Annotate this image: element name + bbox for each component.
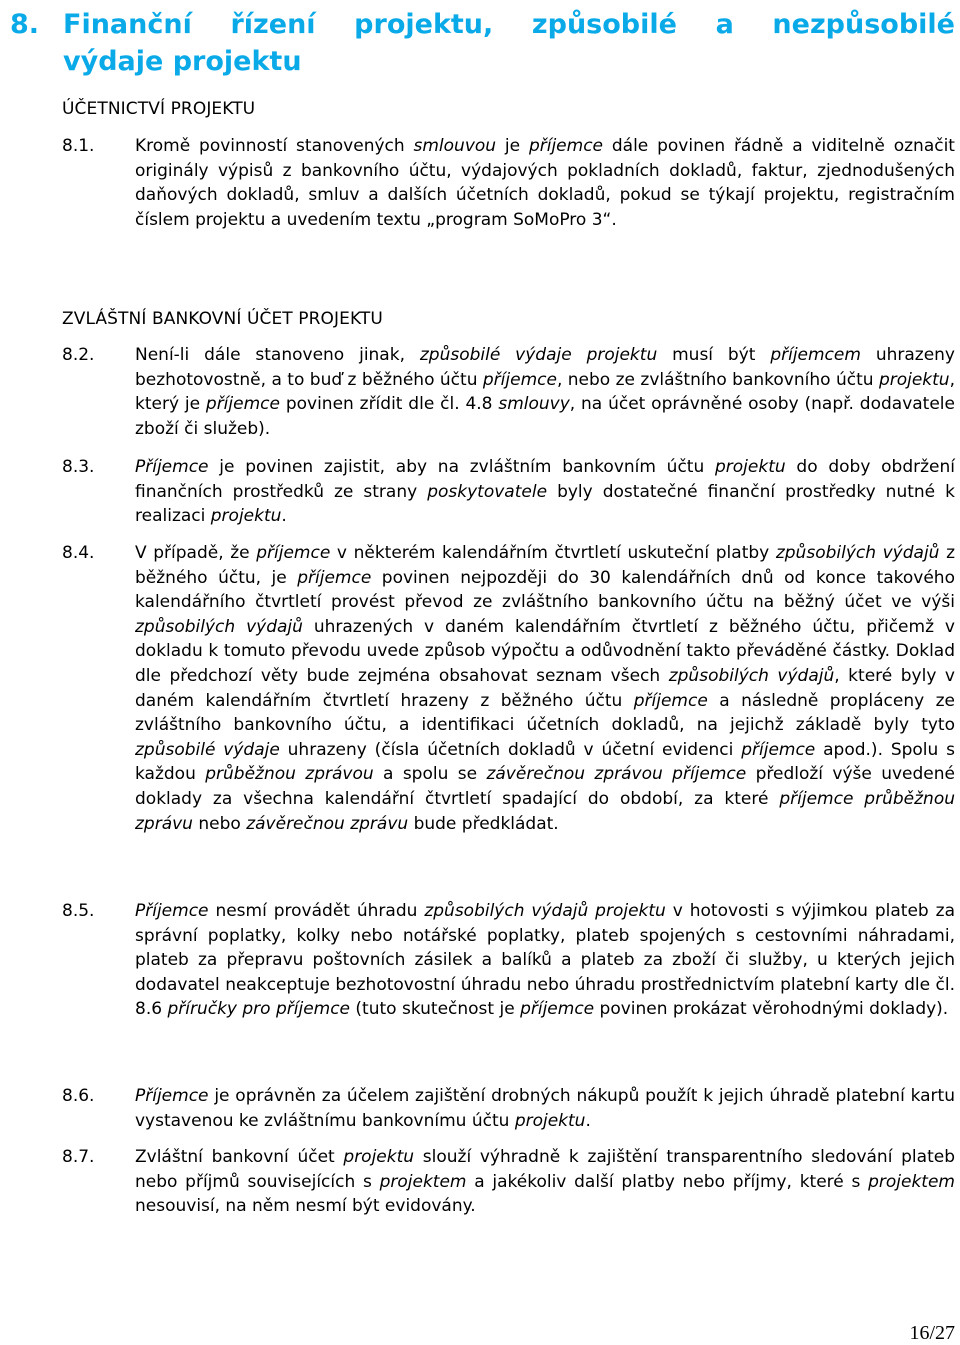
paragraph-8-7 (62, 1145, 955, 1219)
italic-term: příjemce (528, 136, 604, 156)
italic-term: způsobilých výdajů (135, 616, 303, 637)
text-run: apod.). Spolu s každou (135, 739, 956, 785)
text-run: musí být (657, 345, 771, 365)
text-run: nebo (192, 813, 247, 834)
paragraph-text (135, 455, 955, 529)
italic-term: projektu (878, 369, 950, 390)
paragraph-text (135, 1145, 955, 1219)
italic-term: způsobilých výdajů projektu (424, 901, 666, 921)
italic-term: příjemce (633, 690, 708, 711)
paragraph-number: 8.1. (62, 136, 95, 156)
italic-term: příjemce (297, 567, 372, 588)
italic-term: poskytovatele (427, 481, 548, 502)
text-run: uhrazených v daném kalendářním čtvrtletí z běžného účtu, přičemž v dokladu k tomuto převodu uvede způsob výpočtu a odůvodnění takto převáděné částky. Doklad dle předchozí věty bude zejména obsahovat seznam všech (135, 616, 955, 686)
italic-term: projektem (379, 1171, 467, 1192)
text-run: , nebo ze zvláštního bankovního účtu (556, 369, 879, 390)
paragraph-text (135, 343, 955, 441)
text-run: V případě, že (135, 543, 257, 563)
page-number: 16/27 (909, 1322, 955, 1344)
italic-term: projektu (514, 1110, 586, 1131)
paragraph-8-5 (62, 899, 955, 1022)
italic-term: příjemce (741, 739, 816, 760)
italic-term: způsobilých výdajů (668, 665, 835, 686)
section-title-accounting: ÚČETNICTVÍ PROJEKTU (62, 99, 256, 119)
text-run: , na účet oprávněné osoby (např. dodavatele zboží či služeb). (135, 394, 955, 439)
text-run: v hotovosti s výjimkou plateb za správní poplatky, kolky nebo notářské poplatky, plateb spojených s cestovními náhradami, plateb za přepravu poštovních zásilek a balíků a plateb za zboží či služby, u kterých jejich dodavatel neakceptuje bezhotovostní úhradu nebo úhradu prostřednictvím platební karty dle čl. 8.6 (135, 901, 955, 1020)
italic-term: závěrečnou zprávou příjemce (486, 764, 747, 785)
text-run: v některém kalendářním čtvrtletí uskuteční platby (330, 543, 776, 563)
italic-term: Příjemce (135, 457, 209, 477)
italic-term: průběžnou zprávou (205, 764, 374, 785)
italic-term: příjemce (520, 999, 595, 1020)
paragraph-number: 8.6. (62, 1086, 95, 1106)
italic-term: příručky pro příjemce (167, 999, 351, 1020)
chapter-number: 8. (10, 9, 40, 40)
text-run: do doby obdržení finančních prostředků ze strany (135, 457, 955, 502)
text-run: a spolu se (373, 764, 487, 785)
text-run: a jakékoliv další platby nebo příjmy, které s (466, 1171, 869, 1192)
text-run: nesouvisí, na něm nesmí být evidovány. (135, 1196, 476, 1217)
section-title-bank-account: ZVLÁŠTNÍ BANKOVNÍ ÚČET PROJEKTU (62, 309, 383, 329)
text-run: povinen prokázat věrohodnými doklady). (594, 999, 949, 1020)
italic-term: způsobilé výdaje projektu (419, 345, 658, 365)
text-run: je povinen zajistit, aby na zvláštním bankovním účtu (208, 457, 715, 477)
text-run: z běžného účtu, je (135, 543, 956, 588)
text-run: předloží výše uvedené doklady za všechna kalendářní čtvrtletí spadající do období, za které (135, 764, 955, 809)
italic-term: způsobilé výdaje (135, 739, 280, 760)
paragraph-8-4 (62, 541, 955, 836)
italic-term: smlouvy (498, 394, 570, 415)
italic-term: Příjemce (135, 1086, 209, 1106)
paragraph-text (135, 541, 955, 836)
text-run: Zvláštní bankovní účet (135, 1147, 344, 1167)
italic-term: příjemcem (770, 345, 861, 365)
text-run: bude předkládat. (408, 813, 559, 834)
paragraph-number: 8.4. (62, 543, 95, 563)
text-run: nesmí provádět úhradu (208, 901, 425, 921)
text-run: povinen zřídit dle čl. 4.8 (279, 394, 499, 415)
paragraph-8-3 (62, 455, 955, 529)
paragraph-text (135, 899, 955, 1022)
text-run: . (281, 506, 287, 527)
paragraph-number: 8.2. (62, 345, 95, 365)
italic-term: projektu (343, 1147, 415, 1167)
paragraph-number: 8.3. (62, 457, 95, 477)
chapter-title-continued: výdaje projektu (63, 46, 302, 77)
italic-term: projektu (715, 457, 786, 477)
paragraph-8-6 (62, 1084, 955, 1133)
paragraph-8-2 (62, 343, 955, 441)
text-run: byly dostatečné finanční prostředky nutné k realizaci (135, 481, 956, 527)
text-run: uhrazeny bezhotovostně, a to buď z běžného účtu (135, 345, 955, 390)
italic-term: projektu (210, 506, 282, 527)
paragraph-number: 8.5. (62, 901, 95, 921)
paragraph-text (135, 134, 955, 232)
text-run: povinen nejpozději do 30 kalendářních dnů od konce takového kalendářního čtvrtletí provést převod ze zvláštního bankovního účtu na běžný účet ve výši (135, 567, 955, 613)
text-run: slouží výhradně k zajištění transparentního sledování plateb nebo příjmů souvisejících s (135, 1147, 955, 1192)
text-run: , které byly v daném kalendářním čtvrtletí hrazeny z běžného účtu (135, 665, 955, 711)
italic-term: způsobilých výdajů (775, 543, 940, 563)
text-run: . (585, 1110, 591, 1131)
chapter-heading (10, 6, 955, 80)
italic-term: příjemce (256, 543, 331, 563)
chapter-heading-line-1 (10, 6, 955, 43)
text-run: Není-li dále stanoveno jinak, (135, 345, 420, 365)
text-run: je (496, 136, 529, 156)
text-run: dále povinen řádně a viditelně označit originály výpisů z bankovního účtu, výdajových pokladních dokladů, faktur, zjednodušených daňových dokladů, smluv a dalších účetních dokladů, pokud se týkají projektu, registračním číslem projektu a uvedením textu „program SoMoPro 3“. (135, 136, 955, 230)
chapter-title: Finanční řízení projektu, způsobilé a nezpůsobilé (63, 9, 955, 40)
italic-term: Příjemce (135, 901, 209, 921)
italic-term: příjemce (482, 369, 557, 390)
italic-term: příjemce (205, 394, 280, 415)
text-run: a následně propláceny ze zvláštního bankovního účtu, a identifikaci účetních dokladů, na jejichž základě byly tyto (135, 690, 955, 736)
paragraph-text (135, 1084, 955, 1133)
italic-term: závěrečnou zprávu (246, 813, 409, 834)
text-run: , který je (135, 369, 955, 415)
paragraph-number: 8.7. (62, 1147, 95, 1167)
text-run: je oprávněn za účelem zajištění drobných nákupů použít k jejich úhradě platební kartu vystavenou ke zvláštnímu bankovnímu účtu (135, 1086, 955, 1131)
paragraph-8-1 (62, 134, 955, 232)
text-run: uhrazeny (čísla účetních dokladů v účetní evidenci (279, 739, 742, 760)
text-run: (tuto skutečnost je (350, 999, 521, 1020)
italic-term: příjemce průběžnou zprávu (135, 788, 955, 834)
italic-term: smlouvou (413, 136, 497, 156)
text-run: Kromě povinností stanovených (135, 136, 414, 156)
italic-term: projektem (868, 1171, 955, 1192)
